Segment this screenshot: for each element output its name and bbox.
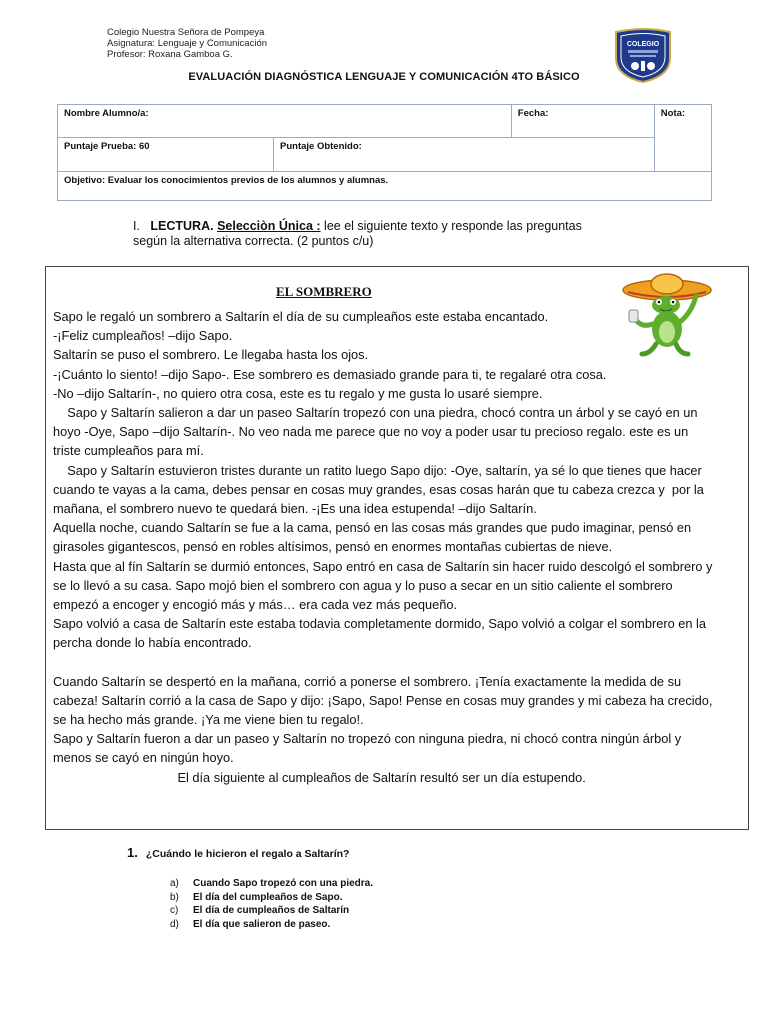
option-letter: b) (170, 891, 179, 903)
question-text: ¿Cuándo le hicieron el regalo a Saltarín? (145, 848, 350, 860)
instruction-line-2: según la alternativa correcta. (2 puntos c/u) (133, 234, 374, 248)
student-info-table (57, 104, 712, 201)
subject-line: Asignatura: Lenguaje y Comunicación (107, 38, 268, 49)
option-letter: a) (170, 878, 179, 889)
question-number: 1. (127, 845, 138, 860)
story-paragraph: Hasta que al fín Saltarín se durmió entonces, Sapo entró en casa de Saltarín sin hacer ruido descolgó el sombrero y se lo llevó a su casa. Sapo mojó bien el sombrero con agua y lo puso a secar en un sitio caliente el sombrero empezó a encoger y encogió más y más… era cada vez más pequeño. (53, 558, 713, 613)
exam-title: EVALUACIÓN DIAGNÓSTICA LENGUAJE Y COMUNICACIÓN 4TO BÁSICO (188, 71, 580, 83)
option-text: El día de cumpleaños de Saltarín (193, 905, 350, 917)
story-paragraph: Aquella noche, cuando Saltarín se fue a la cama, pensó en las cosas más grandes que pudo imaginar, pensó en girasoles gigantescos, pensó en robles altísimos, pensó en enormes montañas cubiertas de nieve. (53, 520, 692, 555)
section-type: Selecciòn Única : (217, 219, 321, 233)
instruction-line-1: lee el siguiente texto y responde las preguntas (320, 219, 582, 233)
question-1 (127, 845, 349, 860)
story-paragraph: Sapo y Saltarín fueron a dar un paseo y Saltarín no tropezó con ninguna piedra, ni chocó contra ningún árbol y menos se cayó en ningún hoyo. (53, 731, 682, 766)
logo-text: COLEGIO (626, 41, 660, 48)
grade-field[interactable]: Nota: (654, 105, 711, 172)
option-d[interactable] (170, 918, 373, 932)
option-letter: d) (170, 918, 179, 930)
school-header (107, 27, 267, 60)
story-title: EL SOMBRERO (276, 284, 372, 299)
story-line: -¡Cuánto lo siento! –dijo Sapo-. Ese sombrero es demasiado grande para ti, te regalaré otra cosa. (53, 366, 607, 382)
story-spacer (53, 653, 713, 672)
option-text: El día que salieron de paseo. (193, 918, 331, 930)
story-line: -No –dijo Saltarín-, no quiero otra cosa, este es tu regalo y me gusta lo usaré siempre. (53, 385, 543, 401)
story-line: Saltarín se puso el sombrero. Le llegaba hasta los ojos. (53, 347, 369, 363)
option-text: Cuando Sapo tropezó con una piedra. (193, 878, 374, 889)
story-paragraph: Sapo y Saltarín estuvieron tristes durante un ratito luego Sapo dijo: -Oye, saltarín, ya sé lo que tienes que hacer cuando te vayas a la cama, debes pensar en cosas muy grandes, esas cosas harán que tu cabeza crezca y por la mañana, el sombrero nuevo te quedará bien. -¡Es una idea estupenda! –dijo Saltarín. (53, 462, 708, 517)
teacher-line: Profesor: Roxana Gamboa G. (107, 49, 233, 60)
obtained-score-field[interactable]: Puntaje Obtenido: (274, 138, 655, 172)
story-text (53, 307, 713, 787)
objective-cell: Objetivo: Evaluar los conocimientos previos de los alumnos y alumnas. (58, 172, 712, 201)
story-paragraph: Sapo y Saltarín salieron a dar un paseo Saltarín tropezó con una piedra, chocó contra un árbol y se cayó en un hoyo -Oye, Sapo –dijo Saltarín-. No veo nada me parece que no voy a poder usar tu precioso regalo. este es un triste cumpleaños para mí. (53, 405, 702, 459)
option-letter: c) (170, 905, 179, 917)
question-1-options (170, 877, 373, 931)
section-heading: LECTURA. (150, 219, 214, 233)
story-paragraph: Cuando Saltarín se despertó en la mañana, corrió a ponerse el sombrero. ¡Tenía exactamente la medida de su cabeza! Saltarín corrió a la casa de Sapo y dijo: ¡Sapo, Sapo! Pense en cosas muy grandes y mi cabeza ha crecido, se ha hecho más grande. ¡Ya me viene bien tu regalo!. (53, 673, 713, 728)
option-a[interactable] (170, 877, 373, 891)
option-c[interactable] (170, 904, 373, 918)
student-name-field[interactable]: Nombre Alumno/a: (58, 105, 512, 138)
school-name: Colegio Nuestra Señora de Pompeya (107, 27, 265, 38)
story-line: Sapo le regaló un sombrero a Saltarín el día de su cumpleaños este estaba encantado. (53, 309, 549, 324)
test-score-cell: Puntaje Prueba: 60 (58, 138, 274, 172)
story-line: -¡Feliz cumpleaños! –dijo Sapo. (53, 328, 233, 344)
option-text: El día del cumpleaños de Sapo. (193, 891, 343, 903)
story-paragraph: Sapo volvió a casa de Saltarín este estaba todavia completamente dormido, Sapo volvió a colgar el sombrero en la percha donde lo había encontrado. (53, 616, 707, 651)
story-closing-line: El día siguiente al cumpleaños de Saltarín resultó ser un día estupendo. (53, 769, 586, 785)
date-field[interactable]: Fecha: (511, 105, 654, 138)
section-numeral: I. (133, 219, 140, 233)
section-instructions (133, 219, 653, 249)
option-b[interactable] (170, 891, 373, 905)
